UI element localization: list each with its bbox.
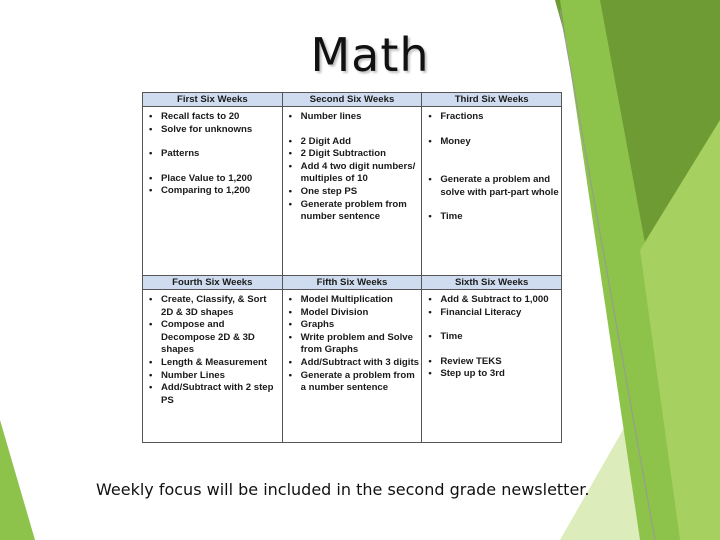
list-item: • Time	[424, 331, 559, 344]
cell-second-six-weeks	[282, 107, 422, 276]
content-row-1	[143, 107, 562, 276]
list-item: • Comparing to 1,200	[145, 185, 280, 198]
cell-fifth-six-weeks	[282, 290, 422, 443]
list-item: • Write problem and Solve from Graphs	[285, 332, 420, 357]
list-item: • Patterns	[145, 148, 280, 161]
list-item: • Model Division	[285, 307, 420, 320]
header-first-six-weeks: First Six Weeks	[143, 93, 283, 107]
list-item: • Add 4 two digit numbers/ multiples of 10	[285, 161, 420, 186]
list-item: • Number Lines	[145, 370, 280, 383]
cell-fourth-six-weeks	[143, 290, 283, 443]
list-item: • 2 Digit Subtraction	[285, 148, 420, 161]
header-fifth-six-weeks: Fifth Six Weeks	[282, 276, 422, 290]
list-item: • Length & Measurement	[145, 357, 280, 370]
accent-shape-left	[0, 420, 35, 540]
cell-first-six-weeks	[143, 107, 283, 276]
header-sixth-six-weeks: Sixth Six Weeks	[422, 276, 562, 290]
list-item: • Add & Subtract to 1,000	[424, 294, 559, 307]
list-item: • Model Multiplication	[285, 294, 420, 307]
header-third-six-weeks: Third Six Weeks	[422, 93, 562, 107]
list-item: • Step up to 3rd	[424, 368, 559, 381]
slide-title: Math	[310, 28, 430, 82]
header-row-1	[143, 93, 562, 107]
list-item: • Add/Subtract with 3 digits	[285, 357, 420, 370]
list-item: • Create, Classify, & Sort 2D & 3D shapes	[145, 294, 280, 319]
topic-list	[424, 294, 559, 381]
list-item: • 2 Digit Add	[285, 136, 420, 149]
list-item: • Time	[424, 211, 559, 224]
newsletter-caption: Weekly focus will be included in the second grade newsletter.	[96, 480, 590, 499]
list-item: • Add/Subtract with 2 step PS	[145, 382, 280, 407]
topic-list	[285, 111, 420, 224]
topic-list	[285, 294, 420, 395]
header-fourth-six-weeks: Fourth Six Weeks	[143, 276, 283, 290]
list-item: • One step PS	[285, 186, 420, 199]
list-item: • Review TEKS	[424, 356, 559, 369]
cell-third-six-weeks	[422, 107, 562, 276]
list-item: • Financial Literacy	[424, 307, 559, 320]
list-item: • Fractions	[424, 111, 559, 124]
six-weeks-curriculum-table	[142, 92, 562, 443]
topic-list	[145, 111, 280, 198]
list-item: • Number lines	[285, 111, 420, 124]
list-item: • Generate problem from number sentence	[285, 199, 420, 224]
list-item: • Money	[424, 136, 559, 149]
header-row-2	[143, 276, 562, 290]
list-item: • Solve for unknowns	[145, 124, 280, 137]
list-item: • Generate a problem from a number sentence	[285, 370, 420, 395]
list-item: • Place Value to 1,200	[145, 173, 280, 186]
topic-list	[424, 111, 559, 224]
list-item: • Generate a problem and solve with part-part whole	[424, 174, 559, 199]
cell-sixth-six-weeks	[422, 290, 562, 443]
topic-list	[145, 294, 280, 407]
header-second-six-weeks: Second Six Weeks	[282, 93, 422, 107]
list-item: • Recall facts to 20	[145, 111, 280, 124]
list-item: • Compose and Decompose 2D & 3D shapes	[145, 319, 280, 357]
content-row-2	[143, 290, 562, 443]
list-item: • Graphs	[285, 319, 420, 332]
